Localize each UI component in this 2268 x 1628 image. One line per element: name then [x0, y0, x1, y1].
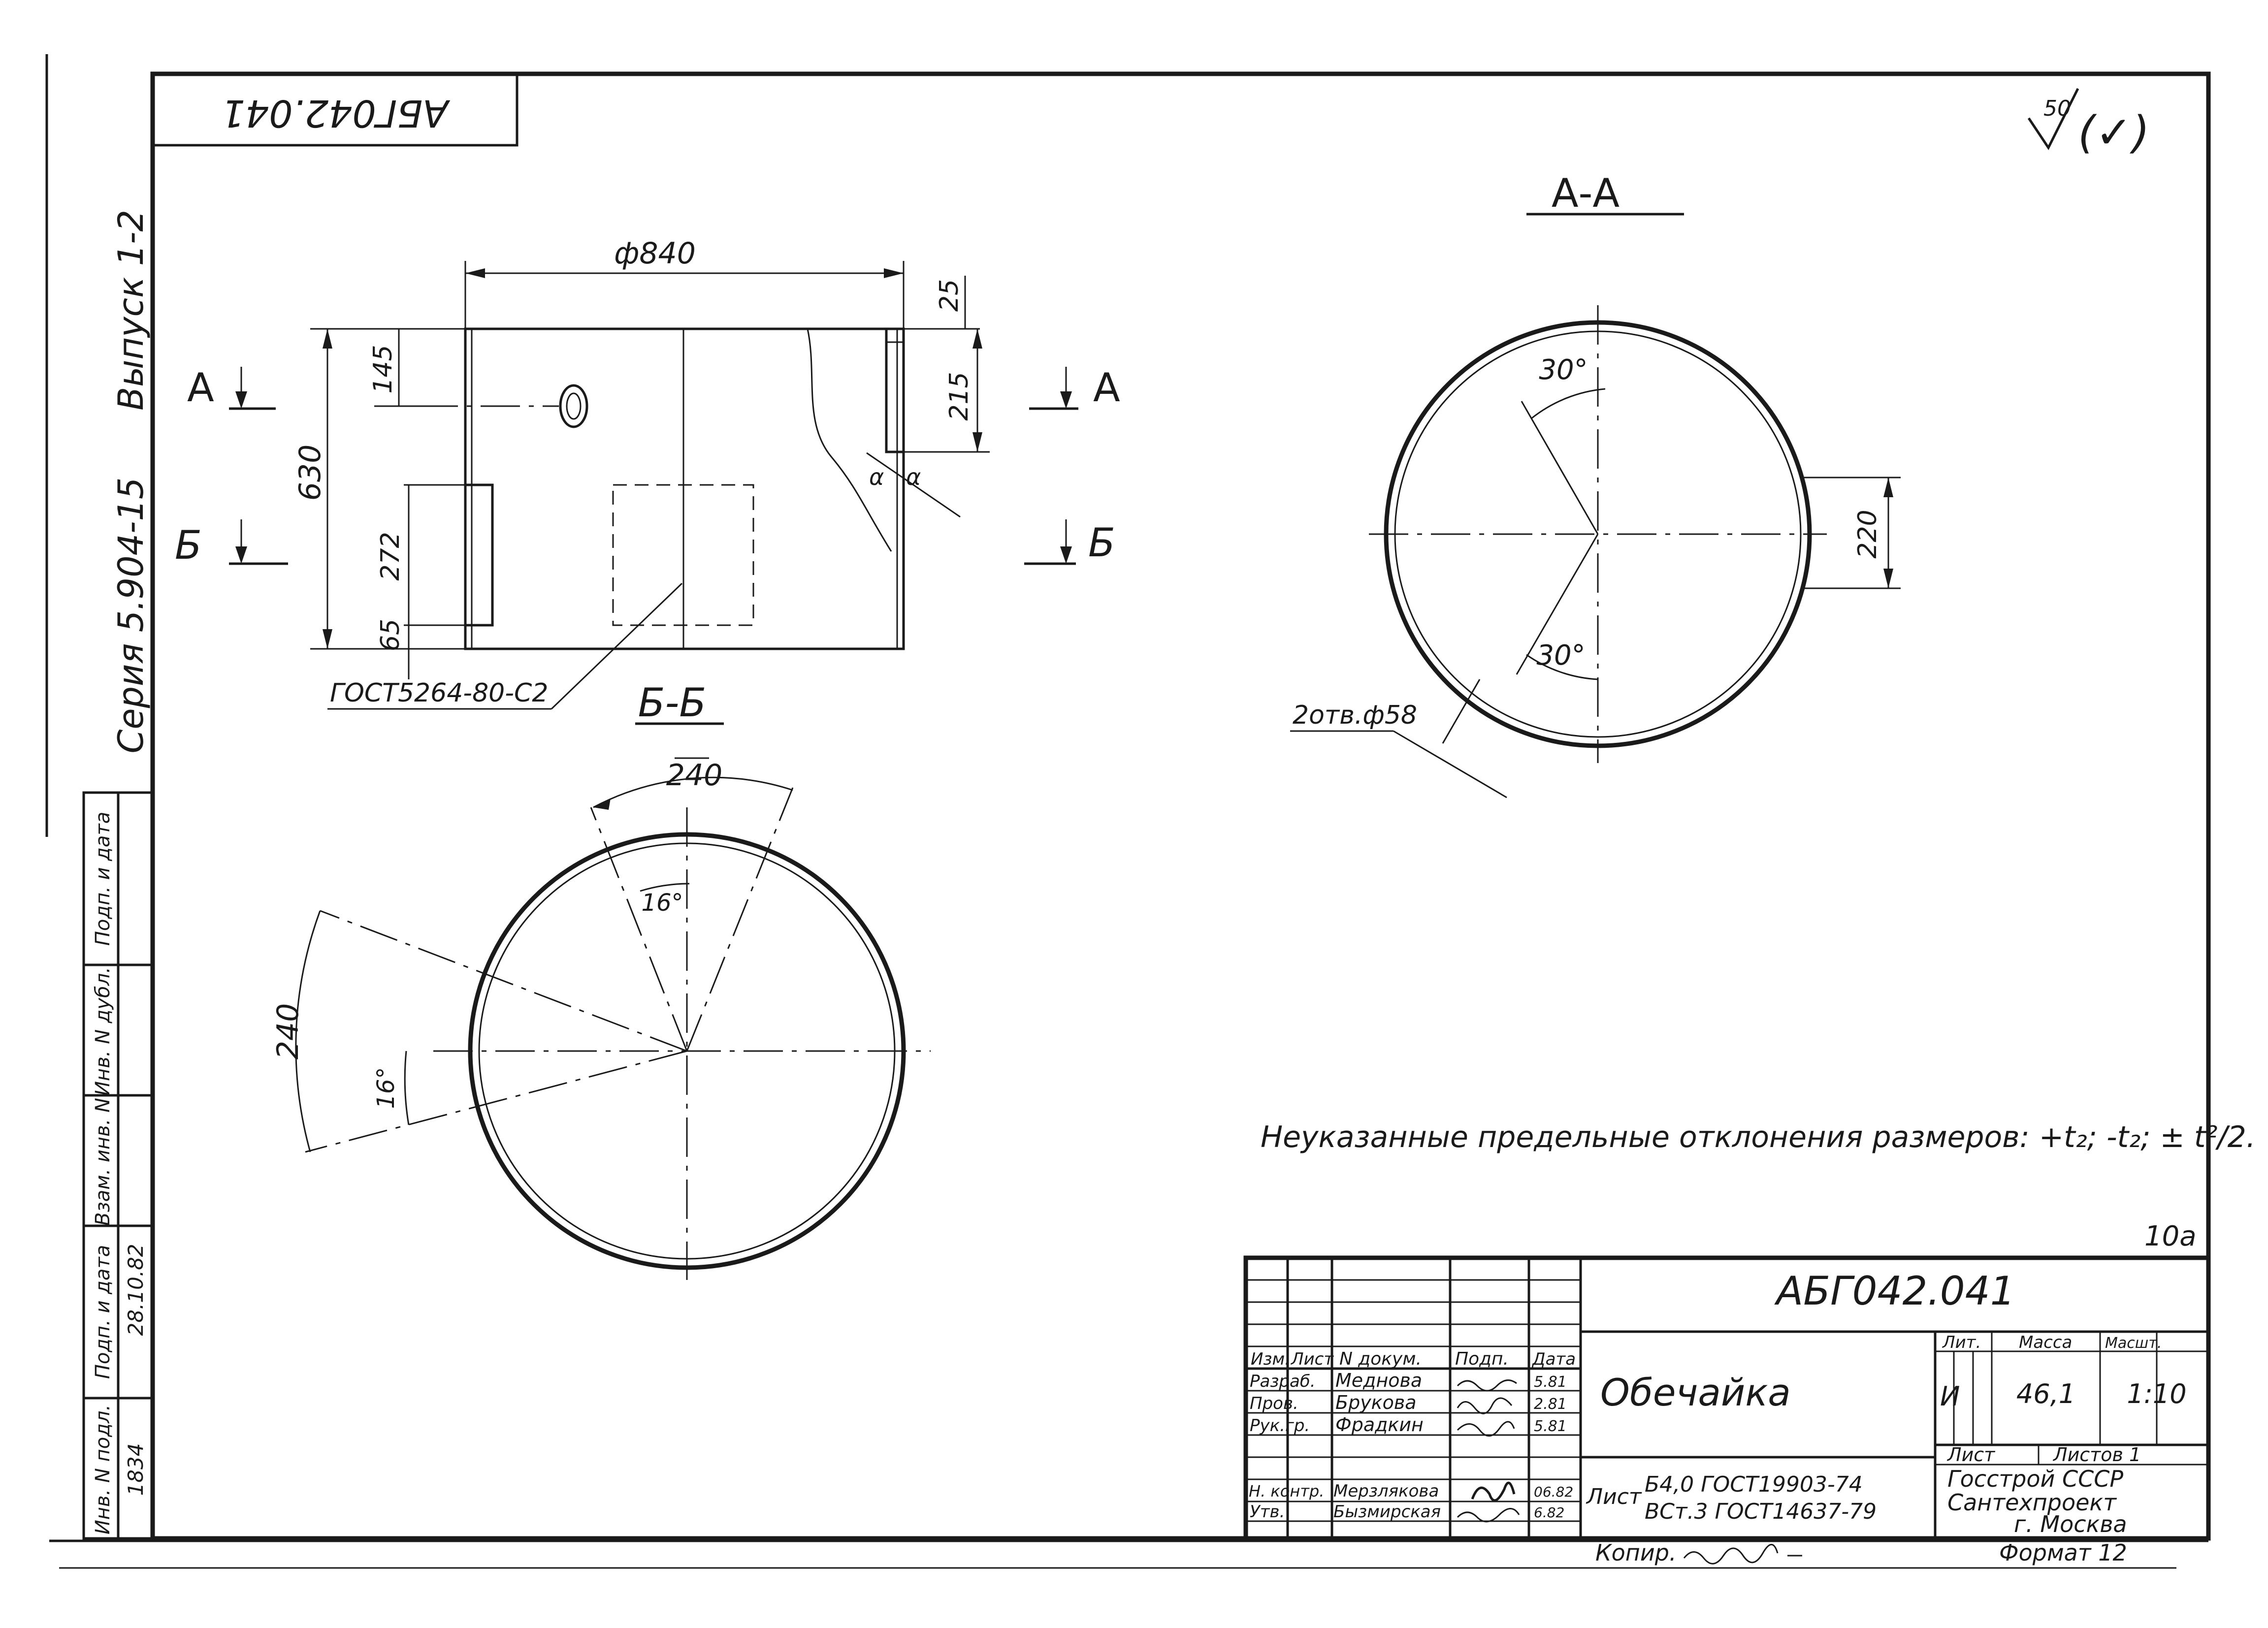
svg-text:1:10: 1:10 [2127, 1378, 2187, 1409]
section-b-left: Б [175, 522, 202, 568]
dim-top-gap: 25 [935, 279, 964, 312]
section-b-right: Б [1088, 520, 1115, 566]
strip-inv-number: 1834 [124, 1443, 148, 1496]
svg-text:50: 50 [2043, 96, 2071, 121]
bb-angle-top: 16° [641, 889, 683, 917]
svg-text:06.82: 06.82 [1534, 1484, 1574, 1500]
bb-arc-left: 240 [271, 1003, 305, 1060]
tb-code: АБГ042.041 [1776, 1268, 2015, 1314]
strip-sign-date: 28.10.82 [124, 1244, 148, 1336]
svg-text:Дата: Дата [1532, 1349, 1576, 1369]
section-a-left: А [187, 365, 214, 411]
rotated-stamp [153, 74, 517, 145]
format-label: Формат 12 [1999, 1539, 2127, 1566]
section-aa [1290, 170, 1901, 798]
aa-angle-bottom: 30° [1536, 639, 1586, 671]
weld-symbol: ГОСТ5264-80-С2 [330, 678, 549, 708]
dim-diameter: ф840 [614, 236, 696, 271]
aa-holes-note: 2отв.ф58 [1293, 701, 1417, 730]
issue-label: Выпуск 1-2 [111, 210, 151, 411]
strip-col-0: Инв. N подл. [92, 1404, 114, 1535]
signatures [1458, 1380, 1519, 1522]
dim-272: 272 [376, 532, 405, 581]
svg-text:Пров.: Пров. [1250, 1394, 1298, 1413]
aa-angle-top: 30° [1539, 354, 1588, 386]
svg-text:N докум.: N докум. [1339, 1349, 1422, 1369]
copied-label: Копир. [1595, 1539, 1677, 1566]
svg-text:Подп.: Подп. [1455, 1349, 1509, 1369]
svg-text:И: И [1940, 1381, 1960, 1412]
svg-text:Масшт.: Масшт. [2105, 1335, 2162, 1352]
stamp-code-rotated: АБГ042.041 [221, 92, 449, 136]
aa-dim-220: 220 [1853, 510, 1882, 559]
svg-text:г. Москва: г. Москва [2014, 1511, 2127, 1537]
dim-65: 65 [376, 618, 405, 652]
section-a-right: А [1093, 365, 1120, 411]
copied-signature [1684, 1545, 1778, 1564]
tolerance-note: Неуказанные предельные отклонения размеров: +t₂; -t₂; ± t²/2. [1261, 1120, 2256, 1154]
svg-text:Н. контр.: Н. контр. [1249, 1482, 1325, 1500]
svg-text:(✓): (✓) [2078, 107, 2150, 159]
dim-height: 630 [293, 444, 327, 501]
strip-col-1: Подп. и дата [92, 1245, 114, 1379]
sheet-mark: 10а [2144, 1220, 2197, 1252]
svg-text:Меднова: Меднова [1335, 1370, 1423, 1391]
bb-arc-top: 240 [666, 758, 723, 793]
svg-text:5.81: 5.81 [1534, 1418, 1567, 1435]
svg-text:Мерзлякова: Мерзлякова [1333, 1481, 1439, 1501]
svg-text:Фрадкин: Фрадкин [1335, 1414, 1424, 1436]
svg-text:Лит.: Лит. [1943, 1333, 1981, 1352]
svg-text:Брукова: Брукова [1335, 1392, 1417, 1413]
dim-145: 145 [368, 345, 398, 394]
sheet-frame [47, 54, 2208, 1568]
svg-text:α: α [906, 464, 921, 490]
svg-text:2.81: 2.81 [1534, 1396, 1567, 1413]
left-strip [84, 793, 153, 1538]
svg-text:Разраб.: Разраб. [1250, 1372, 1316, 1391]
svg-text:Листов 1: Листов 1 [2053, 1444, 2141, 1466]
svg-text:ВСт.3 ГОСТ14637-79: ВСт.3 ГОСТ14637-79 [1645, 1499, 1877, 1524]
svg-text:Бызмирская: Бызмирская [1333, 1502, 1441, 1522]
title-block [1246, 1258, 2208, 1538]
strip-col-2: Взам. инв. N [92, 1098, 114, 1226]
svg-text:6.82: 6.82 [1534, 1504, 1565, 1521]
svg-text:Лист: Лист [1587, 1484, 1642, 1509]
front-view [175, 236, 1120, 709]
section-bb [271, 680, 931, 1280]
svg-text:Утв.: Утв. [1250, 1502, 1285, 1522]
svg-text:Лист: Лист [1291, 1349, 1334, 1369]
svg-text:Сантехпроект: Сантехпроект [1947, 1489, 2117, 1516]
strip-col-3: Инв. N дубл. [92, 967, 114, 1096]
bb-angle-left: 16° [372, 1067, 400, 1109]
svg-text:Госстрой СССР: Госстрой СССР [1947, 1466, 2124, 1492]
section-aa-title: А-А [1551, 170, 1620, 216]
svg-text:5.81: 5.81 [1534, 1373, 1567, 1391]
svg-text:Рук.гр.: Рук.гр. [1250, 1416, 1310, 1436]
section-bb-title: Б-Б [638, 680, 707, 726]
strip-col-4: Подп. и дата [92, 811, 114, 946]
svg-text:α: α [869, 464, 884, 490]
roughness-symbol [2029, 89, 2150, 159]
svg-text:46,1: 46,1 [2016, 1378, 2076, 1409]
svg-text:Изм.: Изм. [1251, 1349, 1290, 1369]
series-label: Серия 5.904-15 [111, 477, 151, 754]
svg-text:Лист: Лист [1947, 1444, 1995, 1466]
tb-part-name: Обечайка [1600, 1371, 1791, 1414]
svg-text:Масса: Масса [2019, 1333, 2073, 1352]
dim-215: 215 [944, 372, 974, 421]
svg-text:Б4,0 ГОСТ19903-74: Б4,0 ГОСТ19903-74 [1645, 1472, 1863, 1497]
